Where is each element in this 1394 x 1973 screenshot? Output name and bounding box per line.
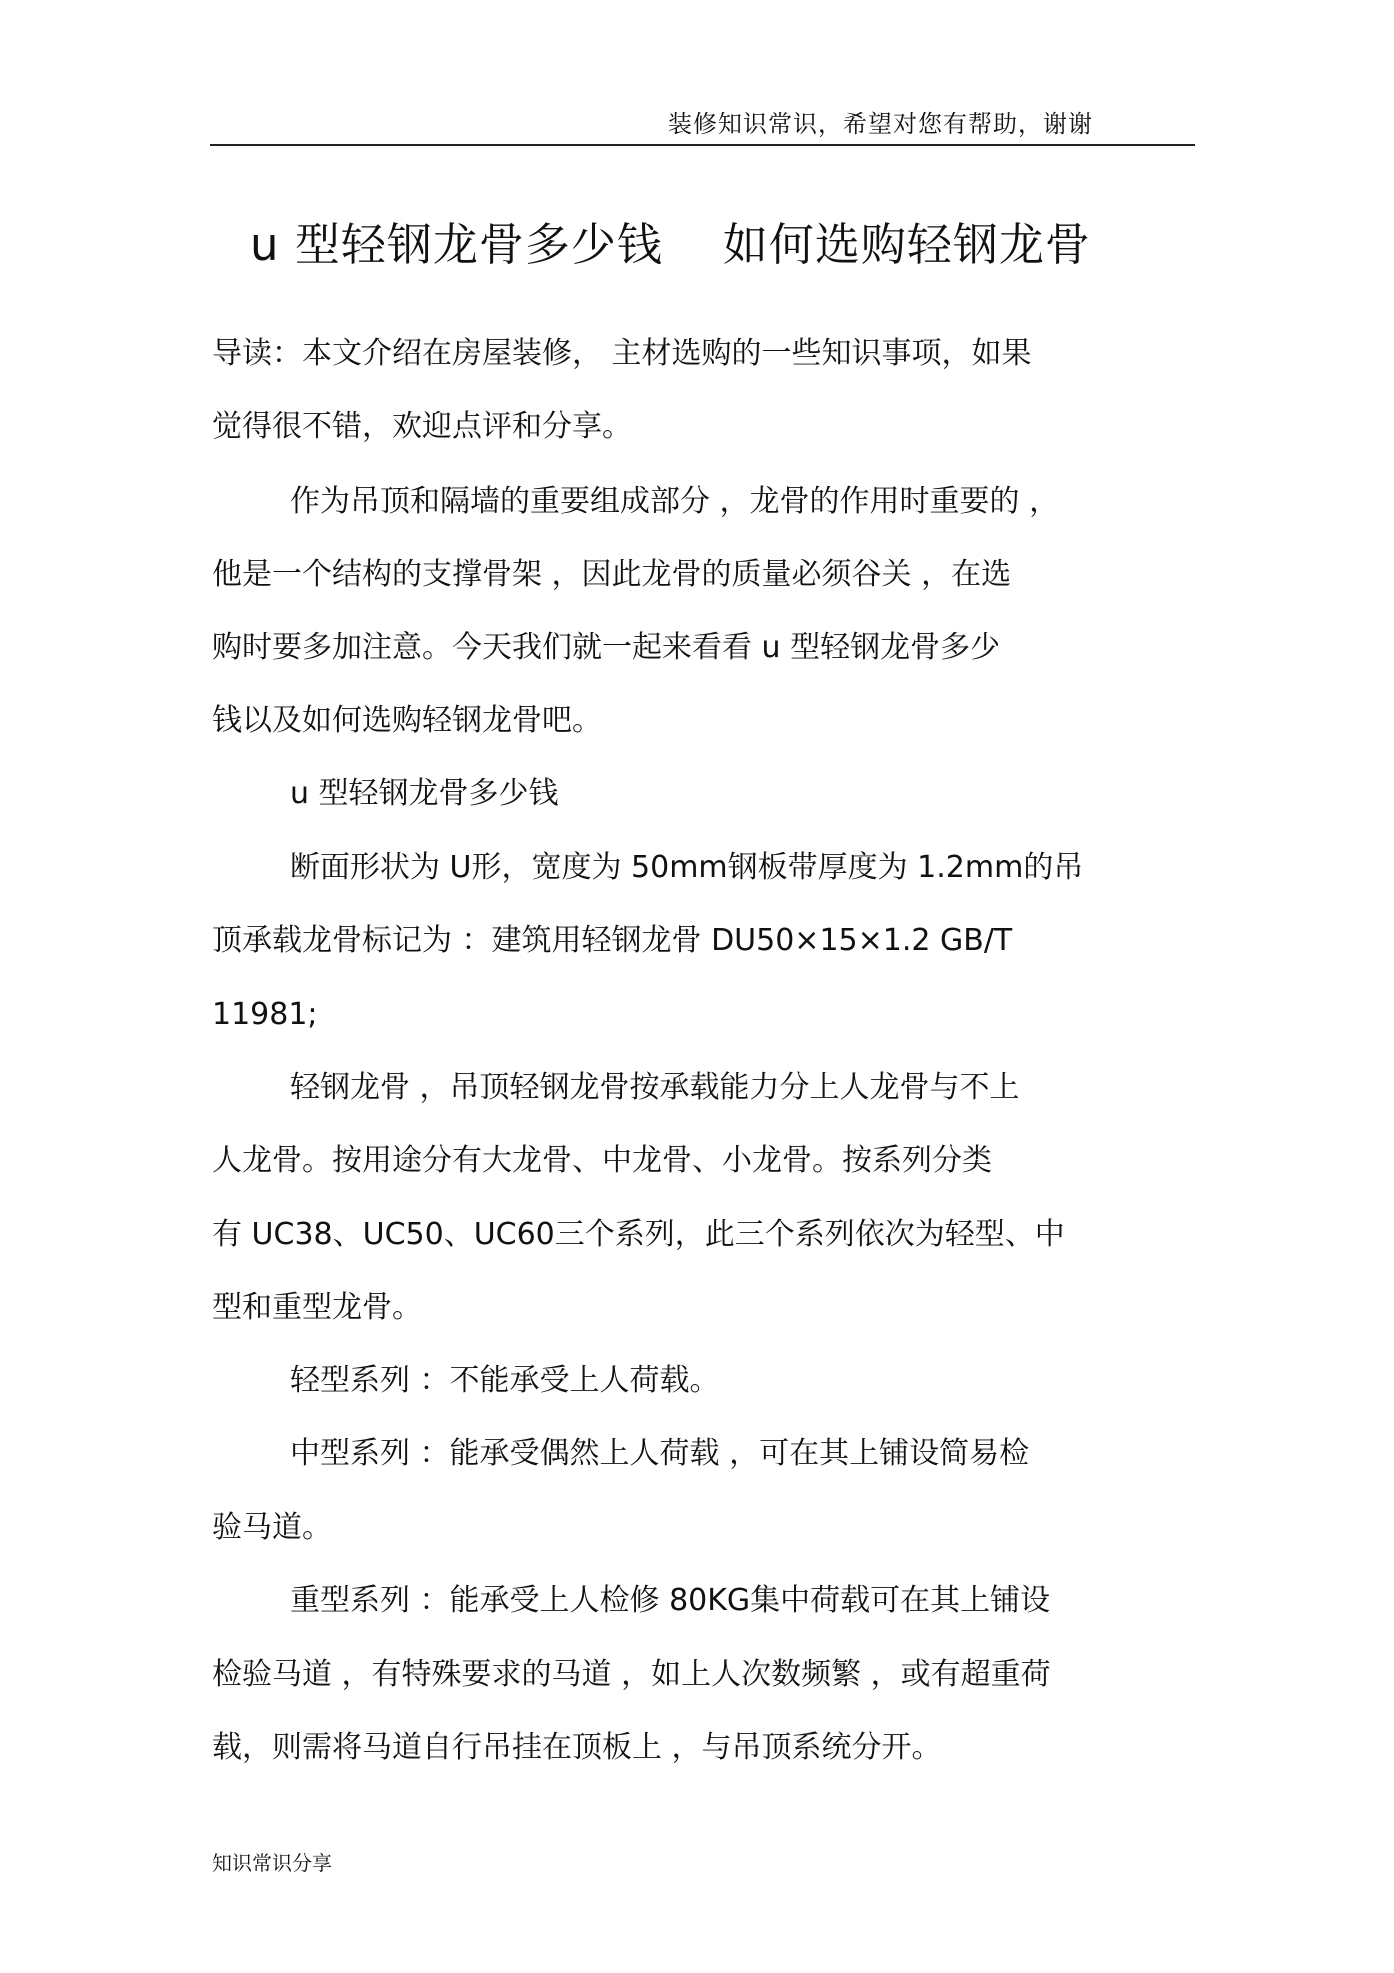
light-series-line: 轻型系列 ：不能承受上人荷载。 bbox=[290, 1363, 720, 1398]
paragraph-3-line-4: 型和重型龙骨。 bbox=[212, 1290, 422, 1325]
intro-line-1: 导读：本文介绍在房屋装修， 主材选购的一些知识事项，如果 bbox=[212, 336, 1032, 371]
heavy-series-line-3: 载，则需将马道自行吊挂在顶板上 ，与吊顶系统分开。 bbox=[212, 1730, 942, 1765]
medium-series-line-1: 中型系列 ：能承受偶然上人荷载 ，可在其上铺设简易检 bbox=[290, 1436, 1030, 1471]
paragraph-1-line-3: 购时要多加注意。今天我们就一起来看看 u 型轻钢龙骨多少 bbox=[212, 630, 1001, 665]
heavy-series-line-1: 重型系列 ：能承受上人检修 80KG集中荷载可在其上铺设 bbox=[290, 1583, 1051, 1618]
header-divider bbox=[210, 144, 1195, 146]
intro-line-2: 觉得很不错，欢迎点评和分享。 bbox=[212, 409, 632, 444]
paragraph-3-line-3: 有 UC38、UC50、UC60三个系列，此三个系列依次为轻型、中 bbox=[212, 1217, 1065, 1252]
title-part-1: u 型轻钢龙骨多少钱 bbox=[250, 218, 663, 271]
paragraph-1-line-2: 他是一个结构的支撑骨架 ，因此龙骨的质量必须谷关 ，在选 bbox=[212, 557, 1012, 592]
paragraph-2-line-2: 顶承载龙骨标记为 ：建筑用轻钢龙骨 DU50×15×1.2 GB/T bbox=[212, 923, 1013, 958]
heavy-series-line-2: 检验马道 ，有特殊要求的马道 ，如上人次数频繁 ，或有超重荷 bbox=[212, 1657, 1051, 1692]
section-heading: u 型轻钢龙骨多少钱 bbox=[290, 776, 559, 811]
paragraph-3-line-1: 轻钢龙骨 ，吊顶轻钢龙骨按承载能力分上人龙骨与不上 bbox=[290, 1070, 1020, 1105]
paragraph-1-line-1: 作为吊顶和隔墙的重要组成部分 ，龙骨的作用时重要的 ， bbox=[290, 484, 1060, 519]
paragraph-2-line-1: 断面形状为 U形，宽度为 50mm钢板带厚度为 1.2mm的吊 bbox=[290, 850, 1084, 885]
page-footer-text: 知识常识分享 bbox=[212, 1851, 332, 1875]
medium-series-line-2: 验马道。 bbox=[212, 1510, 332, 1545]
paragraph-2-line-3: 11981; bbox=[212, 997, 318, 1032]
document-title bbox=[250, 208, 1091, 273]
paragraph-3-line-2: 人龙骨。按用途分有大龙骨、中龙骨、小龙骨。按系列分类 bbox=[212, 1143, 992, 1178]
paragraph-1-line-4: 钱以及如何选购轻钢龙骨吧。 bbox=[212, 703, 602, 738]
title-part-2: 如何选购轻钢龙骨 bbox=[722, 218, 1091, 271]
page-header-text: 装修知识常识，希望对您有帮助，谢谢 bbox=[668, 110, 1093, 138]
